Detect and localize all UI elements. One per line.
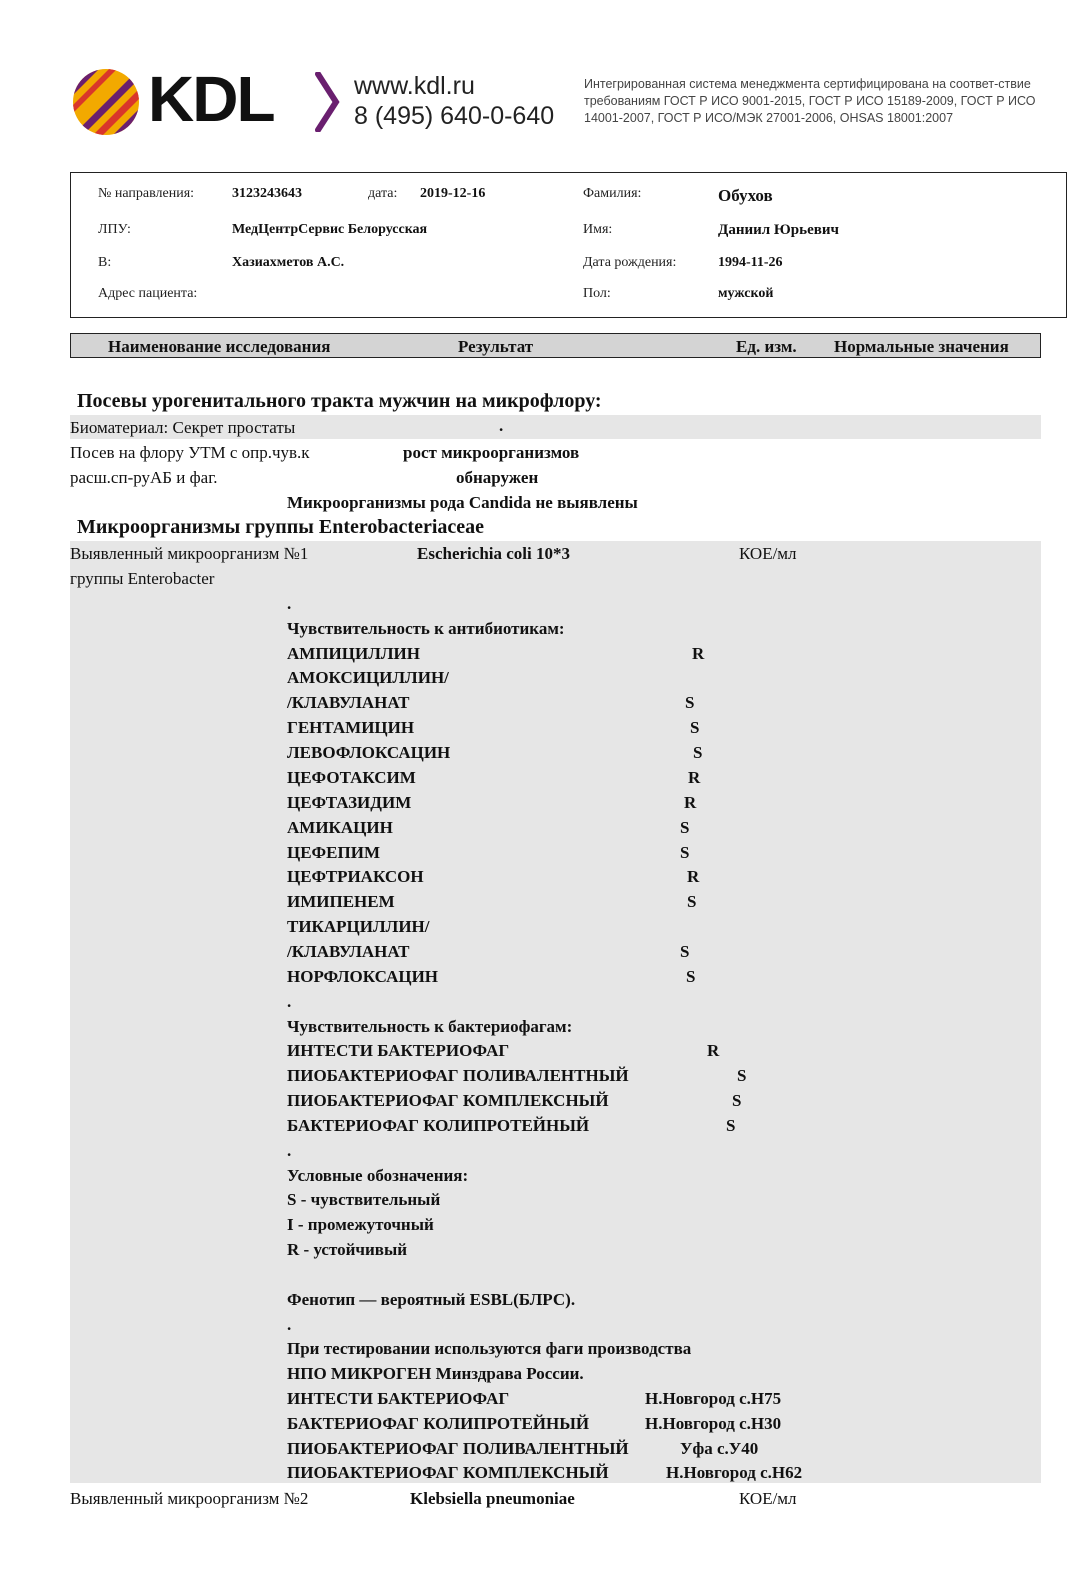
col-norm-header: Нормальные значения [834,337,1009,356]
col-result-header: Результат [458,337,534,356]
antibiotic-name: /КЛАВУЛАНАТ [287,693,410,712]
date-value: 2019-12-16 [420,186,486,201]
antibiotic-name: ЦЕФТРИАКСОН [287,867,424,886]
ref-value: 3123243643 [232,186,302,201]
phage-result: S [737,1066,747,1085]
sex-label: Пол: [583,286,611,301]
kdl-logo-text: KDL [148,63,274,135]
name-value: Даниил Юрьевич [718,222,839,238]
antibiotic-name: ИМИПЕНЕМ [287,892,395,911]
phone-number[interactable]: 8 (495) 640-0-640 [354,102,555,130]
patient-info-box [70,172,1067,318]
antibiotic-name: ЛЕВОФЛОКСАЦИН [287,743,451,762]
antibiotic-result: S [685,693,695,712]
phage-batch-name: БАКТЕРИОФАГ КОЛИПРОТЕЙНЫЙ [287,1414,590,1433]
dob-value: 1994-11-26 [718,255,783,270]
date-label: дата: [368,186,398,201]
antibiotic-result: S [693,743,703,762]
chevron-right-icon [314,72,340,132]
phage-batch-name: ПИОБАКТЕРИОФАГ ПОЛИВАЛЕНТНЫЙ [287,1439,629,1458]
surname-label: Фамилия: [583,186,642,201]
name-label: Имя: [583,222,613,237]
address-label: Адрес пациента: [98,286,198,301]
antibiotic-name: ЦЕФОТАКСИМ [287,768,416,787]
surname-value: Обухов [718,186,773,205]
phage-batch-name: ПИОБАКТЕРИОФАГ КОМПЛЕКСНЫЙ [287,1463,609,1482]
antibiotic-name: ЦЕФЕПИМ [287,843,380,862]
manufacturer-line2: НПО МИКРОГЕН Минздрава России. [287,1364,584,1383]
ref-label: № направления: [98,186,195,201]
lpu-label: ЛПУ: [98,222,131,237]
phage-result: R [707,1041,720,1060]
col-unit-header: Ед. изм. [736,337,797,356]
enterobacteriaceae-title: Микроорганизмы группы Enterobacteriaceae [77,516,485,538]
separator-dot: . [287,594,292,613]
antibiotic-result: S [680,843,690,862]
antibiotic-result: R [692,644,705,663]
culture-label-1: Посев на флору УТМ с опр.чув.к [70,443,310,462]
biomaterial-value: . [499,416,504,435]
culture-result-2: обнаружен [456,468,539,487]
doctor-value: Хазиахметов А.С. [232,255,345,270]
phage-result: S [732,1091,742,1110]
culture-result-1: рост микроорганизмов [403,443,580,462]
phage-name: БАКТЕРИОФАГ КОЛИПРОТЕЙНЫЙ [287,1116,590,1135]
phage-batch-value: Н.Новгород с.Н75 [645,1389,782,1408]
phage-batch-name: ИНТЕСТИ БАКТЕРИОФАГ [287,1389,510,1408]
antibiotics-title: Чувствительность к антибиотикам: [287,619,565,638]
doctor-label: В: [98,255,112,270]
phages-title: Чувствительность к бактериофагам: [287,1017,573,1036]
organism1-label-2: группы Enterobacter [70,569,215,588]
separator-dot: . [287,1141,292,1160]
organism2-name: Klebsiella pneumoniae [410,1489,575,1508]
separator-dot: . [287,992,292,1011]
legend-title: Условные обозначения: [287,1166,469,1185]
certification-note: Интегрированная система менеджмента сертифицирована на соответ-ствие требованиям ГОСТ Р ИСО 9001-2015, ГОСТ Р ИСО 15189-2009, ГОСТ Р ИСО 14001-2007, ГОСТ Р ИСО/МЭК 27001-2006, OHSAS 18001:2007 [584,77,1036,125]
phage-batch-value: Уфа с.У40 [680,1439,759,1458]
antibiotic-name: ТИКАРЦИЛЛИН/ [287,917,430,936]
antibiotic-result: S [680,942,690,961]
col-name-header: Наименование исследования [108,337,331,356]
phage-batch-value: Н.Новгород с.Н62 [666,1463,803,1482]
biomaterial-label: Биоматериал: Секрет простаты [70,418,296,437]
phage-result: S [726,1116,736,1135]
organism2-unit: КОЕ/мл [739,1489,797,1508]
phage-name: ПИОБАКТЕРИОФАГ КОМПЛЕКСНЫЙ [287,1091,609,1110]
antibiotic-result: R [688,768,701,787]
antibiotic-name: ЦЕФТАЗИДИМ [287,793,412,812]
phage-name: ПИОБАКТЕРИОФАГ ПОЛИВАЛЕНТНЫЙ [287,1066,629,1085]
phage-batch-value: Н.Новгород с.Н30 [645,1414,782,1433]
legend-item: R - устойчивый [287,1240,408,1259]
kdl-logo-icon [72,68,140,136]
antibiotic-name: ГЕНТАМИЦИН [287,718,415,737]
antibiotic-result: S [686,967,696,986]
website-url[interactable]: www.kdl.ru [354,72,475,100]
separator-dot: . [287,1315,292,1334]
antibiotic-name: АМИКАЦИН [287,818,393,837]
organism2-label: Выявленный микроорганизм №2 [70,1489,309,1508]
organism1-label-1: Выявленный микроорганизм №1 [70,544,309,563]
culture-label-2: расш.сп-руАБ и фаг. [70,468,218,487]
section-title: Посевы урогенитального тракта мужчин на микрофлору: [77,390,602,412]
manufacturer-line1: При тестировании используются фаги производства [287,1339,692,1358]
legend-item: S - чувствительный [287,1190,441,1209]
antibiotic-name: АМОКСИЦИЛЛИН/ [287,668,449,687]
phage-name: ИНТЕСТИ БАКТЕРИОФАГ [287,1041,510,1060]
antibiotic-result: S [687,892,697,911]
sex-value: мужской [718,286,774,301]
antibiotic-result: R [684,793,697,812]
antibiotic-name: НОРФЛОКСАЦИН [287,967,439,986]
dob-label: Дата рождения: [583,255,677,270]
lpu-value: МедЦентрСервис Белорусская [232,222,428,237]
antibiotic-result: S [680,818,690,837]
legend-item: I - промежуточный [287,1215,434,1234]
phenotype: Фенотип — вероятный ESBL(БЛРС). [287,1290,576,1309]
antibiotic-result: R [687,867,700,886]
antibiotic-name: АМПИЦИЛЛИН [287,644,420,663]
candida-result: Микроорганизмы рода Candida не выявлены [287,493,638,512]
antibiotic-result: S [690,718,700,737]
organism1-unit: КОЕ/мл [739,544,797,563]
antibiotic-name: /КЛАВУЛАНАТ [287,942,410,961]
organism1-name: Escherichia coli 10*3 [417,544,570,563]
